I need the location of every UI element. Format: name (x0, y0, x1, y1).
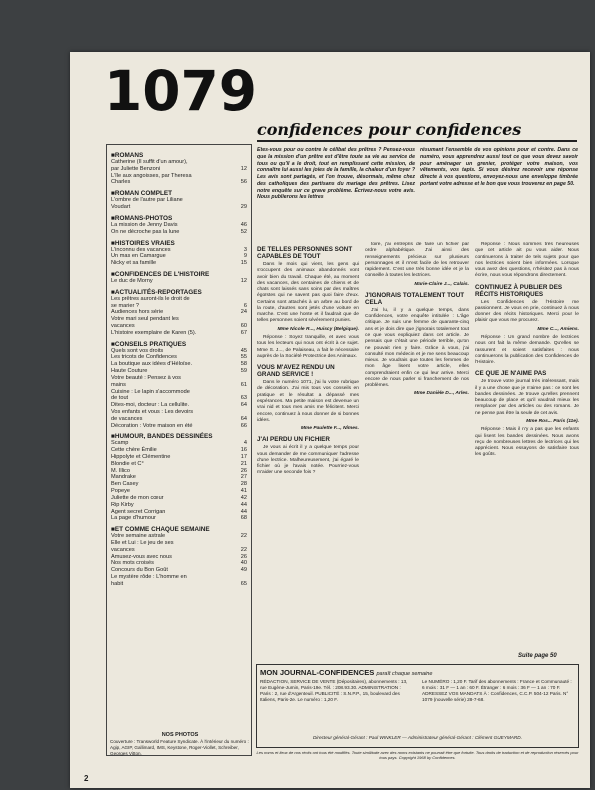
toc-item (111, 515, 247, 522)
toc-item-page: 45 (240, 347, 247, 354)
toc-item (111, 166, 247, 173)
toc-item-label: Haute Couture (111, 368, 148, 375)
notice-right: Le NUMÉRO : 1,20 F. Tarif des abonnements : France et Communauté : 6 mois : 31 F — 1 an : 60 F. Étranger : 6 mois : 36 F — 1 an : 70 F. ADRESSEZ VOS MANDATS À : Confidences, C.C.P. 504-12 Paris. N° 1079 (nouvelle série) 28-7-68. (422, 679, 572, 703)
toc-item-label: L'histoire exemplaire de Karen (5). (111, 329, 197, 336)
toc-item-label: Un mas en Camargue (111, 253, 166, 260)
toc-item-label: Mandrake (111, 474, 136, 481)
toc-item (111, 554, 247, 561)
toc-item-label: Les tricots de Confidences (111, 354, 177, 361)
toc-section-title: ■ ET COMME CHAQUE SEMAINE (111, 526, 247, 533)
toc-item-label: Audiences hors série (111, 309, 164, 316)
toc-item-label: M. Illico (111, 467, 130, 474)
toc-item (111, 247, 247, 254)
letter-paragraph: Je trouve votre journal très intéressant, mais il y a une chose que je n'aime pas : ce sont les bandes dessinées. Je trouve qu'elles prennent beaucoup de place et qu'il vaudrait mieux les remplacer par des articles ou des romans. Je ne pense pas être la seule de cet avis. (475, 379, 579, 416)
letter-paragraph: Je vous ai écrit il y a quelque temps pour vous demander de me communiquer l'adresse d'une lectrice. Malheureusement, j'ai égaré le fichier où je l'avais notée. Pourriez-vous m'aider une seconde fois ? (257, 445, 359, 476)
toc-item-page: 64 (240, 415, 247, 422)
toc-item (111, 229, 247, 236)
toc-item (111, 296, 247, 303)
toc-item-page: 24 (240, 309, 247, 316)
magazine-page (70, 52, 590, 788)
toc-item-page (244, 296, 247, 303)
toc-item (111, 423, 247, 430)
legal-footer: Les noms et lieux de nos récits ont tous été modifiés. Toute similitude avec des noms existants ne pourrait être que fortuite. Tous droits de traduction et de reproduction réservés pour tous pays. Copyright 1968 by Confidences. (256, 750, 579, 761)
toc-item (111, 330, 247, 337)
toc-item (111, 416, 247, 423)
toc-section-title: ■ CONFIDENCES DE L'HISTOIRE (111, 271, 247, 278)
toc-item-label: L'île aux angoisses, par Theresa (111, 172, 192, 179)
letter-heading: DE TELLES PERSONNES SONT CAPABLES DE TOUT (257, 246, 353, 261)
notice-director: Directeur général-Gérant : Paul WINKLER — Administrateur général-Gérant : Clément GUEYMARD. (312, 735, 522, 740)
toc-item-page (244, 316, 247, 323)
toc-item (111, 540, 247, 547)
toc-item-label: Rip Kirby (111, 501, 134, 508)
toc-item-label: vacances (111, 546, 135, 553)
toc-item-page: 60 (240, 323, 247, 329)
toc-item-page (244, 540, 247, 547)
toc-item-label: Ben Casey (111, 481, 139, 488)
toc-item (111, 253, 247, 260)
toc-item-label: Nos mots croisés (111, 560, 154, 567)
toc-item-label: L'ombre de l'autre par Liliane (111, 197, 183, 204)
toc-item (111, 581, 247, 588)
toc-item (111, 197, 247, 204)
toc-item-label: Le mystère rôde : L'homme en (111, 574, 187, 580)
toc-section-title: ■ HUMOUR, BANDES DESSINÉES (111, 433, 247, 440)
toc-item-page: 42 (240, 494, 247, 501)
toc-item-page: 21 (240, 460, 247, 467)
continued-note: Suite page 50 (518, 653, 557, 659)
toc-item-label: Dites-moi, docteur : La cellulite. (111, 402, 190, 409)
toc-item (111, 454, 247, 461)
toc-item-label: Les prêtres auront-ils le droit de (111, 295, 190, 302)
toc-item-label: Scamp (111, 440, 129, 447)
toc-item-label: Cette chère Émilie (111, 447, 157, 454)
toc-item-label: Cuisine : Le lapin s'accommode (111, 388, 190, 395)
toc-item (111, 348, 247, 355)
toc-item (111, 159, 247, 166)
toc-item (111, 409, 247, 416)
toc-item-label: Catherine (Il suffit d'un amour), (111, 159, 188, 165)
letter-paragraph: Dans le numéro 1071, j'ai lu votre rubrique de décoration. J'ai mis tous vos conseils en pratique et le résultat a dépassé mes espérances. Ma petite maison est devenue un vrai nid et tous mes amis me félicitent. Merci encore, continuez à nous donner de si bonnes idées. (257, 380, 359, 423)
toc-item (111, 375, 247, 382)
photo-credits (110, 732, 250, 757)
toc-item-label: Amusez-vous avec nous (111, 553, 172, 560)
toc-item (111, 468, 247, 475)
toc-item (111, 368, 247, 375)
letter-signature: Mme C..., Amiens. (537, 326, 579, 332)
toc-item-label: Concours du Bon Goût (111, 567, 168, 574)
letter-paragraph: Réponse : Mais il n'y a pas que les enfants qui lisent les bandes dessinées. Nous avons reçu de nombreuses lettres de lectrices qui les apprécient. Nous essayons de satisfaire tous les goûts. (475, 427, 579, 458)
letter-paragraph: Dans le mois qui vient, les gens qui s'occupent des animaux abandonnés vont avoir bien du travail. Chaque été, au moment des vacances, des centaines de chiens et de chats sont laissés sans soins par des maîtres égoïstes qui ne savent pas quoi faire d'eux. Certains sont attachés à un arbre au bord de la route, d'autres sont jetés d'une voiture en marche. C'est une honte et il faudrait que de telles personnes soient sévèrement punies. (257, 262, 359, 324)
toc-item-page: 22 (240, 533, 247, 540)
photo-credits-text: Couverture : Transworld Feature Syndicate. À l'intérieur du numéro : Agip, AGIP, Gallimard, IMS, Keystone, Roger-Viollet, Schreiber, Georges Vitton. (110, 739, 249, 757)
toc-item-page: 27 (240, 474, 247, 481)
toc-item-page: 52 (240, 228, 247, 235)
toc-item (111, 402, 247, 409)
letter-signature: Mme Paulette F..., Nîmes. (300, 426, 359, 432)
letters-column-2 (365, 242, 469, 660)
toc-item (111, 179, 247, 186)
toc-item-label: On ne décroche pas la lune (111, 228, 180, 235)
toc-item-label: habit (111, 580, 124, 587)
toc-item-page: 40 (240, 560, 247, 567)
toc-item-page: 6 (243, 302, 247, 309)
toc-item-page: 49 (240, 567, 247, 574)
toc-item-label: La mission de Jenny Davis (111, 221, 178, 228)
letter-signature: Mme Danièle D..., Arles. (414, 391, 469, 397)
intro-text-right: résumant l'ensemble de vos opinions pour et contre. Dans ce numéro, vous apprendrez aussi tout ce que vous devez savoir pour aménager un grenier, protéger votre maison, vos vêtements, vos tapis. Si vous désirez recevoir une réponse directe à vos questions, envoyez-nous une enveloppe timbrée portant votre adresse et le bon que vous trouverez en page 50. (420, 147, 578, 187)
toc-item-label: de vacances (111, 415, 143, 422)
toc-item-page: 58 (240, 361, 247, 368)
toc-item-label: Votre semaine astrale (111, 533, 166, 540)
letter-heading: J'IGNORAIS TOTALEMENT TOUT CELA (365, 291, 465, 306)
letter-signature: Mme Ros... Paris (11e). (526, 418, 579, 424)
publication-notice (256, 664, 579, 748)
toc-item-label: Quels sont vos droits (111, 347, 164, 354)
toc-section-title: ■ HISTOIRES VRAIES (111, 240, 247, 247)
toc-item-page: 28 (240, 481, 247, 488)
letter-heading: VOUS M'AVEZ RENDU UN GRAND SERVICE ! (257, 364, 335, 379)
toc-item-label: Popeye (111, 488, 130, 495)
toc-section-title: ■ CONSEILS PRATIQUES (111, 341, 247, 348)
letter-signature: Mme Nicole R..., Huiscy (Belgique). (277, 326, 359, 332)
toc-item-label: Le duc de Morny (111, 277, 153, 284)
toc-item-page: 46 (240, 221, 247, 228)
toc-item-page: 26 (240, 467, 247, 474)
toc-item-label: Nicky et sa famille (111, 260, 157, 267)
toc-item-page (244, 159, 247, 166)
toc-item-page: 63 (240, 395, 247, 402)
toc-item (111, 474, 247, 481)
letter-heading: CE QUE JE N'AIME PAS (475, 370, 547, 378)
toc-item-label: La boutique aux idées d'Héloïse. (111, 361, 192, 368)
letters-column-3 (475, 242, 579, 650)
letter-paragraph: Les Confidences de l'Histoire me passionnent. Je vous en prie, continuez à nous donner des récits historiques. Merci pour le plaisir que vous me procurez. (475, 299, 579, 324)
toc-item-label: vacances (111, 323, 135, 329)
toc-item (111, 278, 247, 285)
toc-item-page: 26 (240, 553, 247, 560)
toc-item-page: 41 (240, 488, 247, 495)
headline-rule (257, 140, 577, 142)
toc-item-page: 17 (240, 454, 247, 460)
toc-item-label: La page d'humour (111, 515, 156, 522)
toc-item-label: Juliette de mon cœur (111, 494, 164, 501)
toc-item-page (244, 375, 247, 382)
toc-section-title: ■ ACTUALITÉS-REPORTAGES (111, 289, 247, 296)
toc-item-page: 64 (240, 402, 247, 409)
toc-item-page: 66 (240, 422, 247, 429)
toc-item (111, 309, 247, 316)
toc-item-label: Hippolyte et Clémentine (111, 454, 171, 460)
toc-item-page: 65 (240, 580, 247, 587)
toc-item (111, 533, 247, 540)
toc-item-label: Charles (111, 179, 131, 186)
table-of-contents (106, 144, 252, 756)
letter-paragraph: Réponse : Soyez tranquille, et avec vous tous les lecteurs qui nous ont écrit à ce sujet. Mme S. J..., de Palaiseau, a fait le nécessaire auprès de la Société Protectrice des Animaux. (257, 335, 359, 359)
toc-item-page: 29 (240, 204, 247, 211)
toc-item (111, 481, 247, 488)
toc-item (111, 222, 247, 229)
notice-left: RÉDACTION, SERVICE DE VENTE (Dépositaires), abonnements : 13, rue Eugène-Jumin, Paris-19e. Tél. : 208.93.30. ADMINISTRATION : Paris : 2, rue d'Argenteuil. PUBLICITÉ : S.N.P.P., 15, boulevard des Italiens, Paris-2e. Le numéro : 1,20 F. (260, 679, 408, 703)
toc-item-label: Vos enfants et vous : Les devoirs (111, 408, 194, 415)
issue-number: 1079 (104, 59, 258, 123)
toc-item-label: mains (111, 381, 126, 388)
page-headline: confidences pour confidences (257, 120, 522, 139)
toc-item-page: 12 (240, 277, 247, 284)
toc-item-page: 4 (243, 440, 247, 447)
toc-item-label: Blondie et C° (111, 460, 144, 467)
letter-paragraph: J'ai lu, il y a quelque temps, dans Confidences, votre enquête intitulée : L'âge critique. Je suis une femme de quarante-cinq ans et je dois dire que j'ignorais totalement tout ce que vous expliquiez dans cet article. Je pensais que c'était une période terrible, qu'on ne pouvait rien y faire. Grâce à vous, j'ai consulté mon médecin et je me sens beaucoup mieux. Je voudrais que toutes les femmes de mon âge lisent votre article, elles comprendraient enfin ce qui leur arrive. Merci encore de nous parler si franchement de nos problèmes. (365, 307, 469, 389)
toc-item-page: 16 (240, 447, 247, 454)
letter-paragraph: Réponse : Nous sommes très heureuses que cet article ait pu vous aider. Nous continuerons à traiter de tels sujets pour que nos lectrices soient bien informées. Lorsque vous avez des questions, n'hésitez pas à nous écrire, nous vous répondrons directement. (475, 242, 579, 279)
toc-item-page: 44 (240, 508, 247, 515)
toc-item-page: 67 (240, 329, 247, 336)
toc-item-label: L'inconnu des vacances (111, 246, 171, 253)
toc-item (111, 204, 247, 211)
photo-credits-title: NOS PHOTOS (161, 732, 199, 738)
toc-item-page: 68 (240, 515, 247, 522)
intro-text: Êtes-vous pour ou contre le célibat des prêtres ? Pensez-vous que la mission d'un prêtre est d'être toute sa vie au service de tous ou qu'il a le droit, tout en remplissant cette mission, de connaître lui aussi les joies de la famille, la chaleur d'un foyer ? Les avis sont partagés, et l'on trouve, désormais, même chez des catholiques des partisans du mariage des prêtres. Lisez notre enquête sur ce grave problème. Écrivez-nous votre avis. Nous publierons les lettres (257, 147, 415, 201)
toc-item-label: Elle et Lui : Le jeu de ses (111, 539, 174, 546)
toc-item (111, 547, 247, 554)
toc-item-label: Votre mari seul pendant les (111, 316, 179, 323)
toc-section-title: ■ ROMANS-PHOTOS (111, 215, 247, 222)
toc-item-label: Votre beauté : Pensez à vos (111, 374, 181, 381)
toc-item-page (244, 173, 247, 180)
toc-item (111, 461, 247, 468)
toc-item-page: 3 (243, 246, 247, 253)
toc-item-page: 22 (240, 546, 247, 553)
toc-item-page: 59 (240, 368, 247, 375)
toc-item-page: 61 (240, 381, 247, 388)
toc-item-label: Décoration : Votre maison en été (111, 422, 193, 429)
toc-item-label: Voudart (111, 204, 131, 211)
toc-item (111, 316, 247, 323)
toc-item (111, 323, 247, 330)
toc-item-label: de tout (111, 395, 129, 402)
notice-subtitle: paraît chaque semaine (376, 671, 433, 677)
toc-item-page: 55 (240, 354, 247, 361)
letter-heading: J'AI PERDU UN FICHIER (257, 436, 330, 444)
letter-paragraph: Réponse : Un grand nombre de lectrices nous ont fait la même demande. Qu'elles se rassurent et soient satisfaites : nous continuerons la publication des Confidences de l'Histoire. (475, 335, 579, 366)
toc-item (111, 567, 247, 574)
toc-item (111, 509, 247, 516)
toc-section-title: ■ ROMANS (111, 152, 247, 159)
toc-item (111, 382, 247, 389)
letter-signature: Marie-Claire J..., Calais. (414, 281, 469, 287)
page-number: 2 (84, 774, 89, 783)
letter-paragraph: toire, j'ai entrepris de faire un fichier par ordre alphabétique. J'ai ainsi des renseignements précieux sur plusieurs personnages et il m'est facile de les retrouver rapidement. C'est une très bonne idée et je la conseille à toutes les lectrices. (365, 242, 469, 279)
toc-item-page (244, 197, 247, 204)
toc-item-label: par Juliette Benzoni (111, 165, 161, 172)
toc-item (111, 361, 247, 368)
notice-title: MON JOURNAL-CONFIDENCES (260, 668, 375, 677)
toc-item-page: 56 (240, 179, 247, 186)
toc-item-page (244, 574, 247, 581)
toc-item (111, 395, 247, 402)
toc-item (111, 502, 247, 509)
toc-item (111, 389, 247, 396)
toc-item (111, 303, 247, 310)
toc-item-label: Agent secret Corrigan (111, 508, 166, 515)
toc-section-title: ■ ROMAN COMPLET (111, 190, 247, 197)
toc-item-page: 9 (243, 253, 247, 260)
toc-item (111, 495, 247, 502)
toc-item-page (244, 389, 247, 396)
toc-item-page: 15 (240, 260, 247, 267)
letter-heading: CONTINUEZ À PUBLIER DES RÉCITS HISTORIQUES (475, 283, 563, 298)
toc-item (111, 173, 247, 180)
toc-item-page (244, 409, 247, 416)
letters-column-1 (257, 242, 359, 660)
toc-item (111, 574, 247, 581)
toc-item (111, 488, 247, 495)
toc-item (111, 560, 247, 567)
toc-item-page: 12 (240, 165, 247, 172)
toc-item-label: se marier ? (111, 302, 139, 309)
toc-item (111, 447, 247, 454)
toc-item-page: 44 (240, 501, 247, 508)
toc-item (111, 354, 247, 361)
toc-item (111, 260, 247, 267)
